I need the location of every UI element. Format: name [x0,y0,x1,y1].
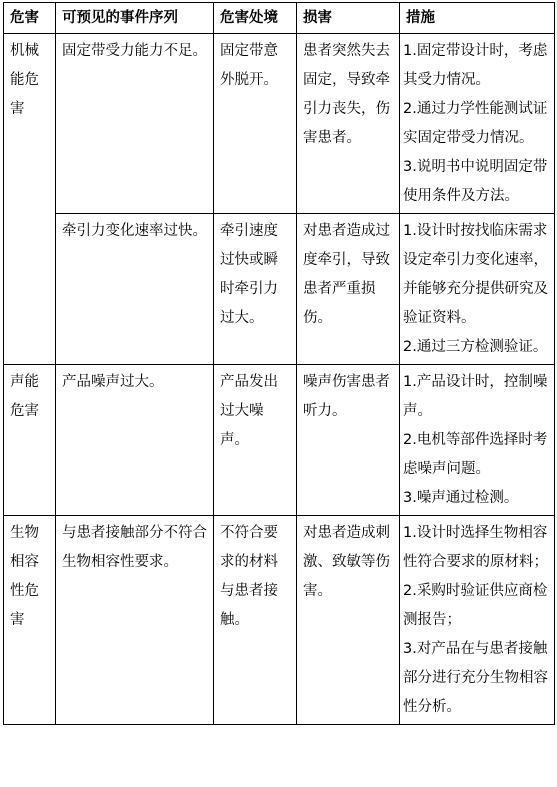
measures-cell [400,214,555,365]
table-row [4,516,555,725]
hazard-cell: 声能危害 [4,365,56,516]
measure-item: 3.说明书中说明固定带使用条件及方法。 [403,159,548,204]
harm-cell: 噪声伤害患者听力。 [297,365,400,516]
hazard-table [3,2,555,725]
situation-cell: 产品发出过大噪声。 [214,365,297,516]
measures-cell [400,516,555,725]
header-harm: 损害 [297,3,400,34]
event-cell: 牵引力变化速率过快。 [56,214,214,365]
measure-item: 1.设计时选择生物相容性符合要求的原材料； [403,525,548,570]
situation-cell: 不符合要求的材料与患者接触。 [214,516,297,725]
harm-cell: 对患者造成过度牵引，导致患者严重损伤。 [297,214,400,365]
situation-cell: 牵引速度过快或瞬时牵引力过大。 [214,214,297,365]
header-hazard: 危害 [4,3,56,34]
event-cell: 产品噪声过大。 [56,365,214,516]
header-measures: 措施 [400,3,555,34]
measure-item: 1.设计时按找临床需求设定牵引力变化速率，并能够充分提供研究及验证资料。 [403,223,548,326]
measures-cell [400,34,555,214]
measure-item: 2.电机等部件选择时考虑噪声问题。 [403,432,548,477]
event-cell: 与患者接触部分不符合生物相容性要求。 [56,516,214,725]
measure-item: 3.对产品在与患者接触部分进行充分生物相容性分析。 [403,641,548,715]
event-cell: 固定带受力能力不足。 [56,34,214,214]
harm-cell: 患者突然失去固定，导致牵引力丧失，伤害患者。 [297,34,400,214]
header-row [4,3,555,34]
hazard-cell: 机械能危害 [4,34,56,365]
hazard-cell: 生物相容性危害 [4,516,56,725]
situation-cell: 固定带意外脱开。 [214,34,297,214]
measure-item: 2.通过力学性能测试证实固定带受力情况。 [403,101,548,146]
table-row [4,214,555,365]
measure-item: 1.产品设计时，控制噪声。 [403,374,548,419]
measures-cell [400,365,555,516]
measure-item: 2.通过三方检测验证。 [403,339,548,355]
measure-item: 1.固定带设计时，考虑其受力情况。 [403,43,548,88]
harm-cell: 对患者造成刺激、致敏等伤害。 [297,516,400,725]
measure-item: 2.采购时验证供应商检测报告； [403,583,548,628]
header-hazard-situation: 危害处境 [214,3,297,34]
measure-item: 3.噪声通过检测。 [403,490,519,506]
table-row [4,365,555,516]
table-row [4,34,555,214]
header-event-sequence: 可预见的事件序列 [56,3,214,34]
